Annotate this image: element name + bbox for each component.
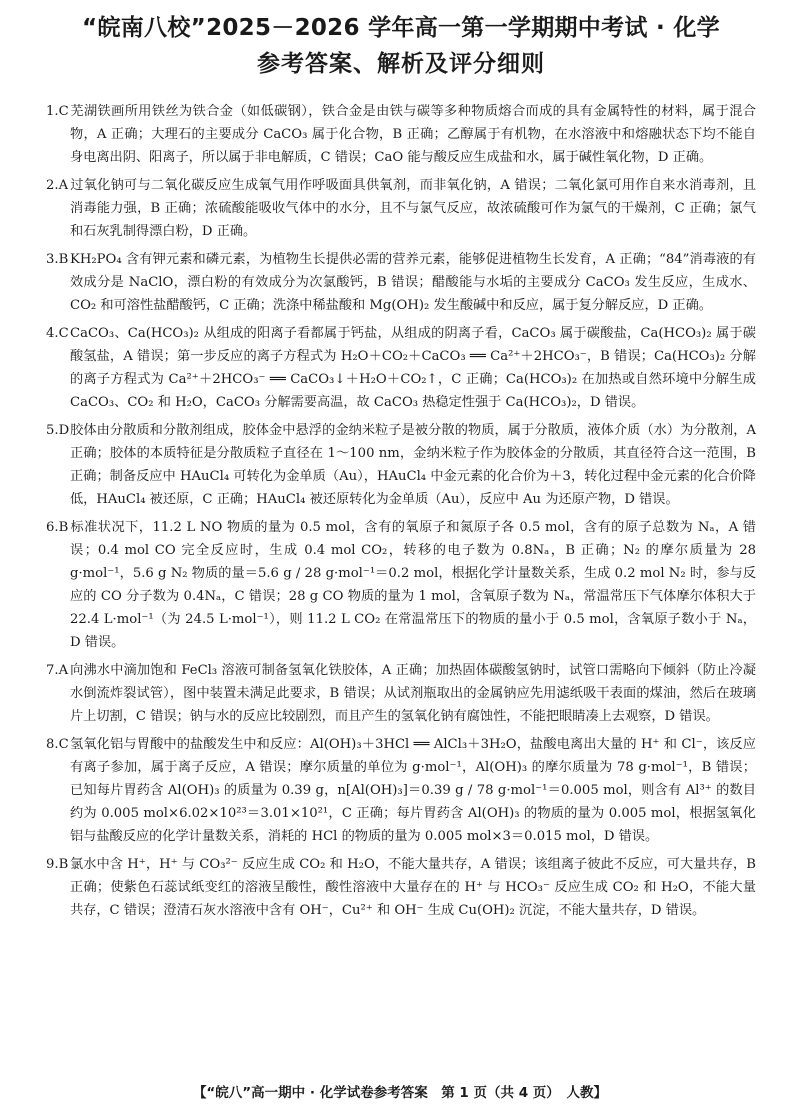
answer-explanation: 芜湖铁画所用铁丝为铁合金（如低碳钢），铁合金是由铁与碳等多种物质熔合而成的具有金属特性的材料，属于混合物，A 正确；大理石的主要成分 CaCO₃ 属于化合物，B 正确；乙醇属于有机物，在水溶液中和熔融状态下均不能自身电离出阴、阳离子，所以属于非电解质，C 错误；CaO 能与酸反应生成盐和水，属于碱性氧化物，D 正确。: [70, 104, 756, 165]
page-title: “皖南八校”2025－2026 学年高一第一学期期中考试 · 化学: [82, 15, 720, 41]
answer-number: 1.C: [46, 104, 69, 119]
answer-number: 6.B: [46, 520, 69, 535]
page-subtitle: 参考答案、解析及评分细则: [257, 51, 545, 77]
answer-item-1: [46, 100, 756, 169]
answer-item-6: [46, 516, 756, 654]
answer-explanation: 胶体由分散质和分散剂组成，胶体金中悬浮的金纳米粒子是被分散的物质，属于分散质，液体介质（水）为分散剂，A 正确；胶体的本质特征是分散质粒子直径在 1～100 nm，金纳米粒子作为胶体金的分散质，其直径符合这一范围，B 正确；制备反应中 HAuCl₄ 可转化为金单质（Au），HAuCl₄ 中金元素的化合价为＋3，转化过程中金元素的化合价降低，HAuCl₄ 被还原，C 正确；HAuCl₄ 被还原转化为金单质（Au），反应中 Au 为还原产物，D 错误。: [70, 423, 756, 507]
answer-explanation: 向沸水中滴加饱和 FeCl₃ 溶液可制备氢氧化铁胶体，A 正确；加热固体碳酸氢钠时，试管口需略向下倾斜（防止冷凝水倒流炸裂试管），图中装置未满足此要求，B 错误；从试剂瓶取出的金属钠应先用滤纸吸干表面的煤油，然后在玻璃片上切割，C 错误；钠与水的反应比较剧烈，而且产生的氢氧化钠有腐蚀性，不能把眼睛凑上去观察，D 错误。: [70, 663, 756, 724]
answer-explanation: 氢氧化铝与胃酸中的盐酸发生中和反应：Al(OH)₃＋3HCl ══ AlCl₃＋3H₂O，盐酸电离出大量的 H⁺ 和 Cl⁻，该反应有离子参加，属于离子反应，A 错误；摩尔质量的单位为 g·mol⁻¹，Al(OH)₃ 的摩尔质量为 78 g·mol⁻¹，B 错误；已知每片胃药含 Al(OH)₃ 的质量为 0.39 g，n[Al(OH)₃]＝0.39 g / 78 g·mol⁻¹＝0.005 mol，则含有 Al³⁺ 的数目约为 0.005 mol×6.02×10²³＝3.01×10²¹，C 正确；每片胃药含 Al(OH)₃ 的物质的量为 0.005 mol，根据氢氧化铝与盐酸反应的化学计量数关系，消耗的 HCl 的物质的量为 0.005 mol×3＝0.015 mol，D 错误。: [70, 737, 756, 844]
answer-number: 9.B: [46, 857, 69, 872]
answer-item-7: [46, 659, 756, 728]
answer-number: 5.D: [46, 423, 70, 438]
answer-explanation: 氯水中含 H⁺，H⁺ 与 CO₃²⁻ 反应生成 CO₂ 和 H₂O，不能大量共存，A 错误；该组离子彼此不反应，可大量共存，B 正确；使紫色石蕊试纸变红的溶液呈酸性，酸性溶液中大量存在的 H⁺ 与 HCO₃⁻ 反应生成 CO₂ 和 H₂O，不能大量共存，C 错误；澄清石灰水溶液中含有 OH⁻，Cu²⁺ 和 OH⁻ 生成 Cu(OH)₂ 沉淀，不能大量共存，D 错误。: [70, 857, 756, 918]
answer-number: 3.B: [46, 252, 69, 267]
page-footer: 【“皖八”高一期中 · 化学试卷参考答案 第 1 页（共 4 页） 人教】: [192, 1085, 608, 1101]
answer-item-8: [46, 733, 756, 848]
answer-number: 8.C: [46, 737, 69, 752]
answer-number: 2.A: [46, 178, 69, 193]
answer-number: 7.A: [46, 663, 69, 678]
answer-number: 4.C: [46, 326, 69, 341]
answer-list: [46, 100, 756, 922]
answer-item-3: [46, 248, 756, 317]
answer-item-9: [46, 853, 756, 922]
answer-explanation: CaCO₃、Ca(HCO₃)₂ 从组成的阳离子看都属于钙盐，从组成的阴离子看，CaCO₃ 属于碳酸盐，Ca(HCO₃)₂ 属于碳酸氢盐，A 错误；第一步反应的离子方程式为 H₂O＋CO₂＋CaCO₃ ══ Ca²⁺＋2HCO₃⁻，B 错误；Ca(HCO₃)₂ 分解的离子方程式为 Ca²⁺＋2HCO₃⁻ ══ CaCO₃↓＋H₂O＋CO₂↑，C 正确；Ca(HCO₃)₂ 在加热或自然环境中分解生成 CaCO₃、CO₂ 和 H₂O，CaCO₃ 分解需要高温，故 CaCO₃ 热稳定性强于 Ca(HCO₃)₂，D 错误。: [70, 326, 756, 410]
answer-explanation: 过氧化钠可与二氧化碳反应生成氧气用作呼吸面具供氧剂，而非氧化钠，A 错误；二氧化氯可用作自来水消毒剂，且消毒能力强，B 正确；浓硫酸能吸收气体中的水分，且不与氯气反应，故浓硫酸可作为氯气的干燥剂，C 正确；氯气和石灰乳制得漂白粉，D 正确。: [70, 178, 756, 239]
answer-item-5: [46, 419, 756, 511]
answer-explanation: KH₂PO₄ 含有钾元素和磷元素，为植物生长提供必需的营养元素，能够促进植物生长发育，A 正确；“84”消毒液的有效成分是 NaClO，漂白粉的有效成分为次氯酸钙，B 错误；醋酸能与水垢的主要成分 CaCO₃ 发生反应，生成水、CO₂ 和可溶性盐醋酸钙，C 正确；洗涤中稀盐酸和 Mg(OH)₂ 发生酸碱中和反应，属于复分解反应，D 正确。: [70, 252, 756, 313]
answer-item-2: [46, 174, 756, 243]
answer-explanation: 标准状况下，11.2 L NO 物质的量为 0.5 mol，含有的氧原子和氮原子各 0.5 mol，含有的原子总数为 Nₐ，A 错误；0.4 mol CO 完全反应时，生成 0.4 mol CO₂，转移的电子数为 0.8Nₐ，B 正确；N₂ 的摩尔质量为 28 g·mol⁻¹，5.6 g N₂ 物质的量＝5.6 g / 28 g·mol⁻¹＝0.2 mol，根据化学计量数关系，生成 0.2 mol N₂ 时，参与反应的 CO 分子数为 0.4Nₐ，C 错误；28 g CO 物质的量为 1 mol，含氧原子数为 Nₐ，常温常压下气体摩尔体积大于 22.4 L·mol⁻¹（为 24.5 L·mol⁻¹），则 11.2 L CO₂ 在常温常压下的物质的量小于 0.5 mol，含氧原子数小于 Nₐ，D 错误。: [70, 520, 756, 650]
answer-item-4: [46, 322, 756, 414]
